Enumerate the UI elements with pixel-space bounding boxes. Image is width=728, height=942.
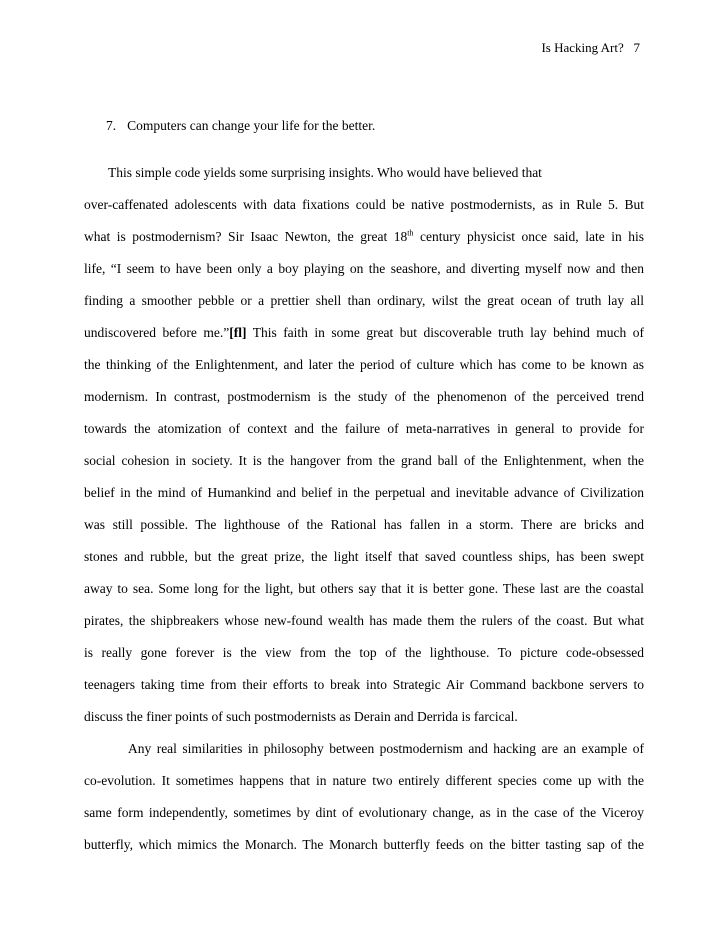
text-line: pirates, the shipbreakers whose new-found wealth has made them the rulers of the coast. But what: [84, 613, 644, 628]
text-line: Any real similarities in philosophy between postmodernism and hacking are an example of: [128, 741, 644, 756]
list-item-text: Computers can change your life for the better.: [127, 118, 376, 133]
text-line: is really gone forever is the view from the top of the lighthouse. To picture code-obsessed: [84, 645, 644, 660]
text-line: co-evolution. It sometimes happens that in nature two entirely different species come up with the: [84, 773, 644, 788]
numbered-list-item: [106, 118, 375, 134]
text-line: modernism. In contrast, postmodernism is the study of the phenomenon of the perceived trend: [84, 389, 644, 404]
text-line: social cohesion in society. It is the hangover from the grand ball of the Enlightenment, when the: [84, 453, 644, 468]
text-line: This simple code yields some surprising insights. Who would have believed that: [108, 165, 542, 180]
text-line: undiscovered before me.”[fl] This faith in some great but discoverable truth lay behind much of: [84, 325, 644, 340]
text-line: stones and rubble, but the great prize, the light itself that saved countless ships, has been swept: [84, 549, 644, 564]
text-line: belief in the mind of Humankind and belief in the perpetual and inevitable advance of Civilization: [84, 485, 644, 500]
text-line: towards the atomization of context and the failure of meta-narratives in general to provide for: [84, 421, 644, 436]
text-line: life, “I seem to have been only a boy playing on the seashore, and diverting myself now and then: [84, 261, 644, 276]
text-line: same form independently, sometimes by dint of evolutionary change, as in the case of the Viceroy: [84, 805, 644, 820]
text-line: was still possible. The lighthouse of the Rational has fallen in a storm. There are bricks and: [84, 517, 644, 532]
text-line: the thinking of the Enlightenment, and later the period of culture which has come to be known as: [84, 357, 644, 372]
text-line: teenagers taking time from their efforts to break into Strategic Air Command backbone servers to: [84, 677, 644, 692]
running-header: [541, 40, 640, 56]
text-line: over-caffenated adolescents with data fixations could be native postmodernists, as in Rule 5. But: [84, 197, 644, 212]
text-line: what is postmodernism? Sir Isaac Newton, the great 18th century physicist once said, late in his: [84, 228, 645, 244]
text-line: finding a smoother pebble or a prettier shell than ordinary, wilst the great ocean of truth lay all: [84, 293, 644, 308]
text-line: away to sea. Some long for the light, but others say that it is better gone. These last are the coastal: [84, 581, 644, 596]
page-number: 7: [633, 40, 640, 55]
list-item-number: 7.: [106, 118, 117, 133]
running-title: Is Hacking Art?: [541, 40, 624, 55]
superscript: th: [407, 228, 414, 238]
text-line: butterfly, which mimics the Monarch. The Monarch butterfly feeds on the bitter tasting sap of the: [84, 837, 644, 852]
text-line: discuss the finer points of such postmodernists as Derain and Derrida is farcical.: [84, 709, 518, 724]
footnote-marker: [fl]: [229, 325, 247, 340]
